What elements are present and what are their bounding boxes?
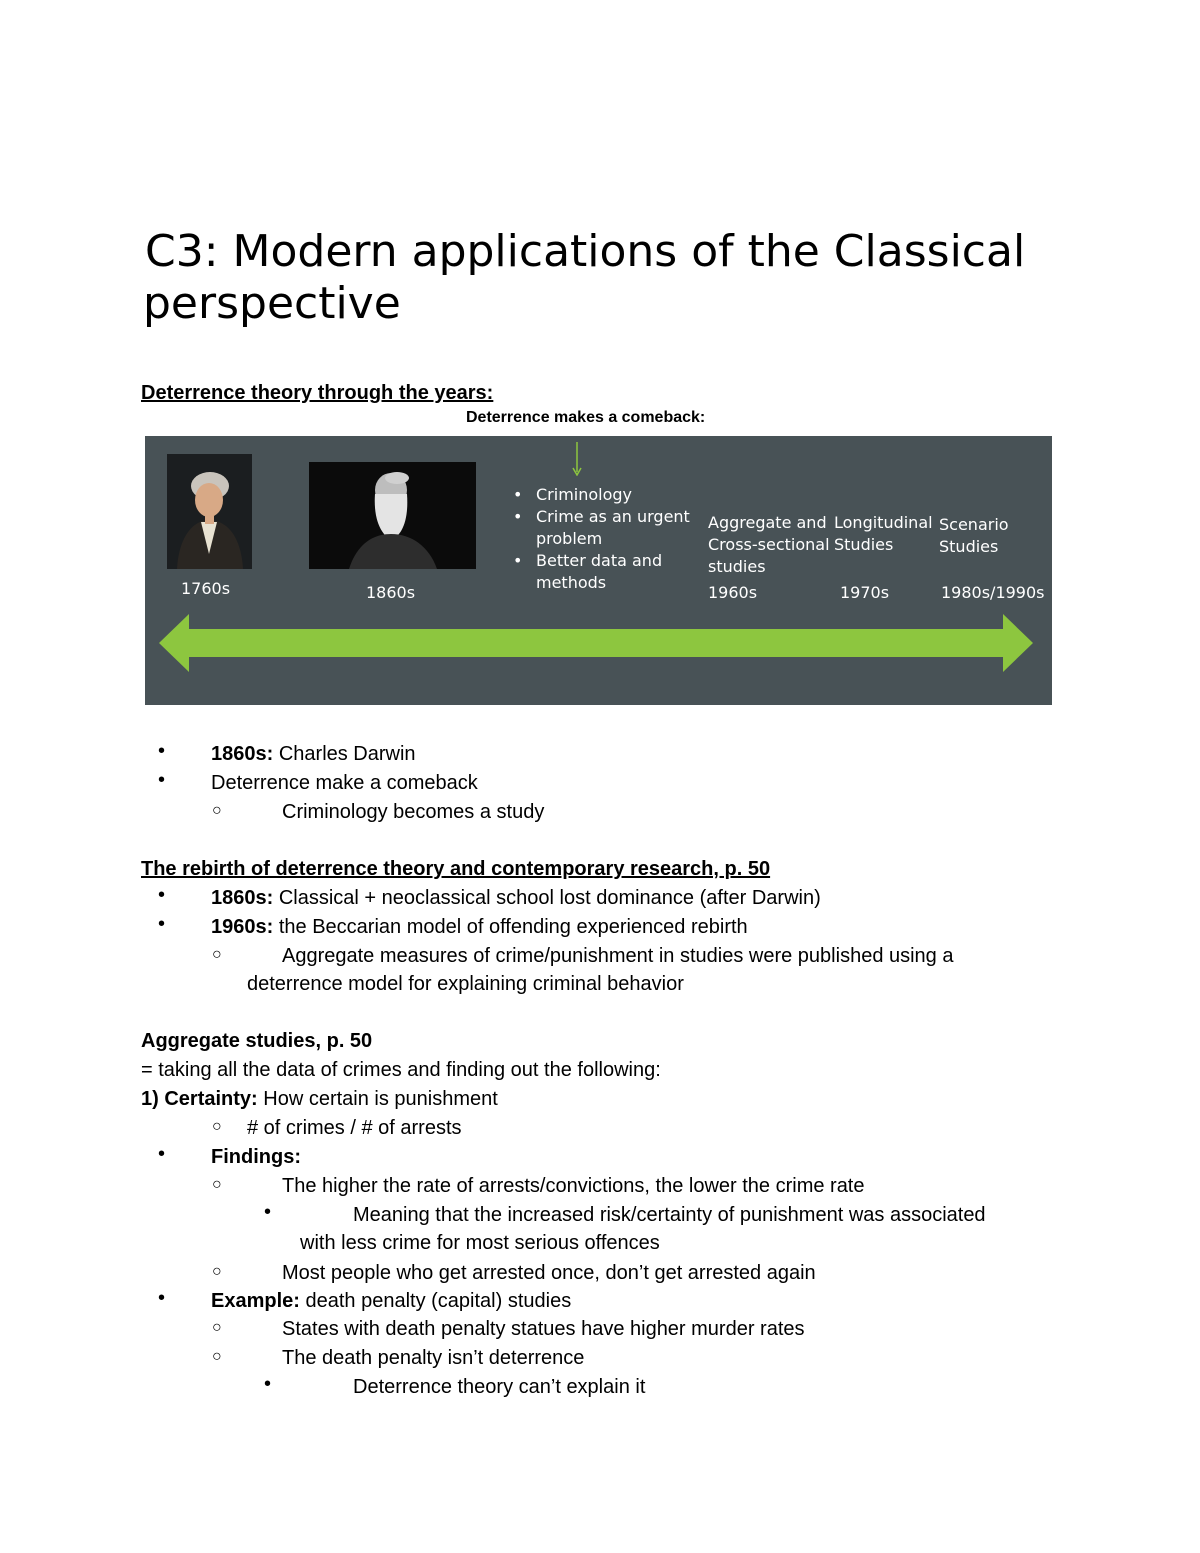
- timeline-bullet-urgent-l1: Crime as an urgent: [536, 507, 690, 526]
- double-arrow-icon: [159, 614, 1033, 672]
- bullet-dot: •: [158, 913, 166, 935]
- bullet-ring: ○: [212, 1118, 222, 1135]
- example-higher-murder: States with death penalty statues have higher murder rates: [282, 1318, 805, 1340]
- timeline-1960s-desc-l3: studies: [708, 557, 766, 576]
- sub-bullet-aggregate-l1: Aggregate measures of crime/punishment in studies were published using a: [282, 945, 954, 967]
- timeline-bullet-urgent-l2: problem: [536, 529, 603, 548]
- timeline-1980s-desc-l1: Scenario: [939, 515, 1009, 534]
- example-not-deterrence: The death penalty isn’t deterrence: [282, 1347, 585, 1369]
- section-heading-aggregate: Aggregate studies, p. 50: [141, 1030, 373, 1052]
- timeline-bullet-dot: •: [513, 507, 523, 526]
- timeline-1970s-desc-l2: Studies: [834, 535, 894, 554]
- finding-arrested-once: Most people who get arrested once, don’t get arrested again: [282, 1262, 816, 1284]
- bullet-1860s-classical: 1860s: Classical + neoclassical school lost dominance (after Darwin): [211, 887, 821, 909]
- down-arrow-icon: [572, 442, 582, 476]
- bullet-dot: •: [158, 884, 166, 906]
- bullet-ring: ○: [212, 1319, 222, 1336]
- bullet-dot: •: [264, 1201, 272, 1223]
- bullet-ring: ○: [212, 802, 222, 819]
- bullet-deterrence-comeback: Deterrence make a comeback: [211, 772, 478, 794]
- timeline-bullet-data-l2: methods: [536, 573, 607, 592]
- finding-arrest-rate: The higher the rate of arrests/convictions, the lower the crime rate: [282, 1175, 865, 1197]
- bullet-dot: •: [158, 1287, 166, 1309]
- timeline-1970s-desc-l1: Longitudinal: [834, 513, 933, 532]
- example-death-penalty: Example: death penalty (capital) studies: [211, 1290, 572, 1312]
- deterrence-timeline-figure: [145, 436, 1052, 705]
- findings-label: Findings:: [211, 1146, 301, 1168]
- timeline-1960s-desc-l1: Aggregate and: [708, 513, 827, 532]
- finding-meaning-l1: Meaning that the increased risk/certainty of punishment was associated: [353, 1204, 986, 1226]
- aggregate-intro: = taking all the data of crimes and finding out the following:: [141, 1059, 661, 1081]
- portrait-beccaria-icon: [167, 454, 252, 569]
- bullet-dot: •: [264, 1373, 272, 1395]
- bullet-1860s-darwin: 1860s: Charles Darwin: [211, 743, 416, 765]
- example-cant-explain: Deterrence theory can’t explain it: [353, 1376, 646, 1398]
- timeline-bullet-dot: •: [513, 551, 523, 570]
- bullet-ring: ○: [212, 946, 222, 963]
- timeline-bullet-criminology: Criminology: [536, 485, 633, 504]
- page-title-line2: perspective: [143, 278, 401, 329]
- section-heading-rebirth: The rebirth of deterrence theory and contemporary research, p. 50: [141, 858, 771, 880]
- timeline-label-1970s: 1970s: [840, 583, 890, 602]
- certainty-formula: # of crimes / # of arrests: [247, 1117, 462, 1139]
- portrait-darwin-icon: [309, 462, 476, 569]
- timeline-label-1860s: 1860s: [366, 583, 416, 602]
- figure-caption: Deterrence makes a comeback:: [466, 409, 706, 426]
- timeline-label-1980s1990s: 1980s/1990s: [941, 583, 1045, 602]
- timeline-bullet-data-l1: Better data and: [536, 551, 663, 570]
- bullet-1960s-beccarian: 1960s: the Beccarian model of offending experienced rebirth: [211, 916, 748, 938]
- timeline-1960s-desc-l2: Cross-sectional: [708, 535, 830, 554]
- bullet-ring: ○: [212, 1263, 222, 1280]
- section-heading-deterrence-years: Deterrence theory through the years:: [141, 382, 494, 404]
- bullet-dot: •: [158, 769, 166, 791]
- timeline-label-1760s: 1760s: [181, 579, 231, 598]
- certainty-line: 1) Certainty: How certain is punishment: [141, 1088, 498, 1110]
- bullet-dot: •: [158, 1143, 166, 1165]
- timeline-bullet-dot: •: [513, 485, 523, 504]
- page-title-line1: C3: Modern applications of the Classical: [145, 226, 1026, 277]
- bullet-ring: ○: [212, 1176, 222, 1193]
- bullet-dot: •: [158, 740, 166, 762]
- finding-meaning-l2: with less crime for most serious offences: [300, 1232, 660, 1254]
- sub-bullet-aggregate-l2: deterrence model for explaining criminal behavior: [247, 973, 684, 995]
- timeline-label-1960s: 1960s: [708, 583, 758, 602]
- sub-bullet-criminology-study: Criminology becomes a study: [282, 801, 545, 823]
- bullet-ring: ○: [212, 1348, 222, 1365]
- timeline-1980s-desc-l2: Studies: [939, 537, 999, 556]
